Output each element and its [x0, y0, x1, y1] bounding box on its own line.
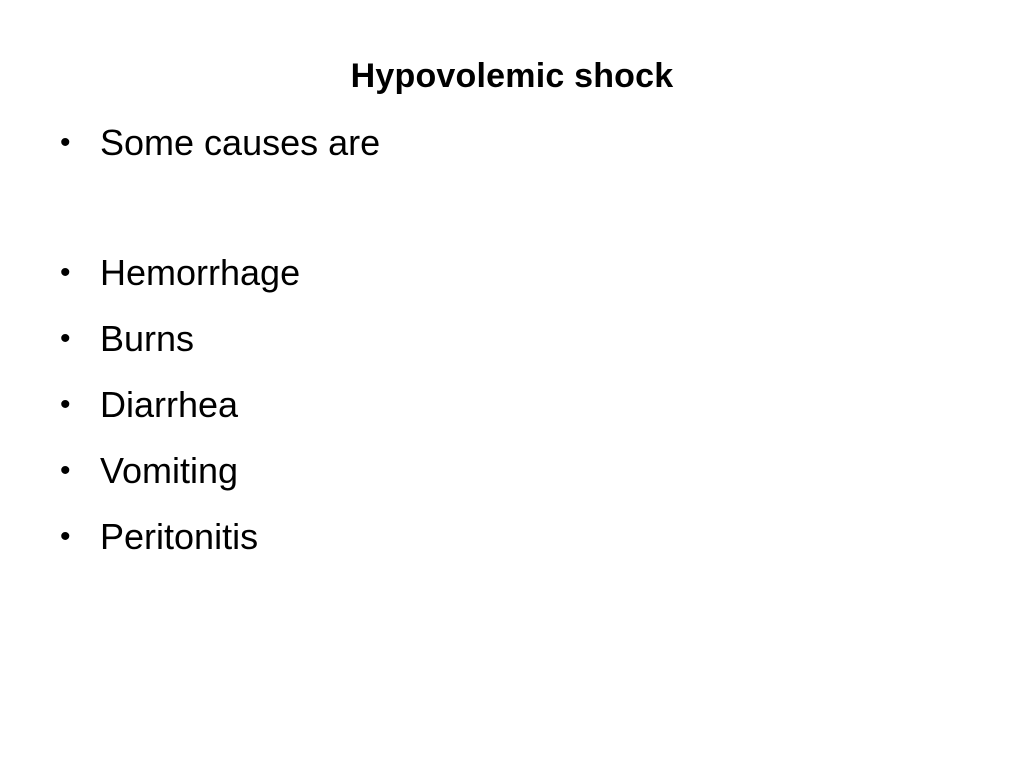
bullet-item-diarrhea: [58, 380, 958, 446]
bullet-list: [58, 118, 958, 578]
bullet-text: Some causes are: [100, 122, 381, 163]
bullet-item-peritonitis: [58, 512, 958, 578]
bullet-text: Vomiting: [100, 450, 239, 491]
bullet-item-hemorrhage: [58, 248, 958, 314]
bullet-text: Peritonitis: [100, 516, 259, 557]
bullet-item-intro: [58, 118, 958, 184]
bullet-icon: •: [60, 126, 71, 159]
bullet-icon: •: [60, 322, 71, 355]
bullet-icon: •: [60, 454, 71, 487]
bullet-icon: •: [60, 388, 71, 421]
bullet-text: Diarrhea: [100, 384, 239, 425]
slide-title: Hypovolemic shock: [350, 57, 674, 95]
bullet-item-vomiting: [58, 446, 958, 512]
bullet-icon: •: [60, 520, 71, 553]
bullet-item-burns: [58, 314, 958, 380]
bullet-icon: •: [60, 256, 71, 289]
bullet-text: Burns: [100, 318, 195, 359]
bullet-text: Hemorrhage: [100, 252, 301, 293]
